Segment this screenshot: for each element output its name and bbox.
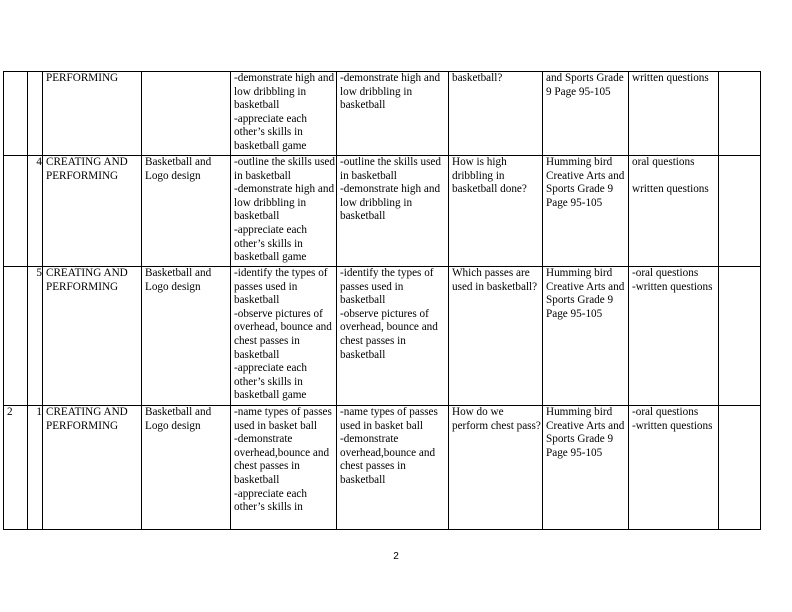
learning-experiences-cell: -outline the skills used in basketball -demonstrate high and low dribbling in basketball: [337, 156, 449, 267]
sub-strand-cell: [142, 72, 231, 156]
week-cell: 2: [4, 406, 28, 530]
sub-strand-cell: Basketball and Logo design: [142, 406, 231, 530]
strand-cell: CREATING AND PERFORMING: [43, 267, 142, 406]
remarks-cell: [719, 267, 761, 406]
key-inquiry-question-cell: How is high dribbling in basketball done?: [449, 156, 543, 267]
sub-strand-cell: Basketball and Logo design: [142, 156, 231, 267]
lesson-cell: 1: [28, 406, 43, 530]
assessment-cell: written questions: [629, 72, 719, 156]
learning-outcomes-cell: -outline the skills used in basketball -demonstrate high and low dribbling in basketball -appreciate each other’s skills in basketball game: [231, 156, 337, 267]
key-inquiry-question-cell: How do we perform chest pass?: [449, 406, 543, 530]
scheme-of-work-table: [3, 71, 761, 530]
page-number: 2: [393, 551, 399, 562]
strand-cell: CREATING AND PERFORMING: [43, 406, 142, 530]
lesson-cell: [28, 72, 43, 156]
assessment-cell: oral questions written questions: [629, 156, 719, 267]
learning-experiences-cell: -name types of passes used in basket ball -demonstrate overhead,bounce and chest passes in basketball: [337, 406, 449, 530]
learning-outcomes-cell: -identify the types of passes used in basketball -observe pictures of overhead, bounce and chest passes in basketball -appreciate each other’s skills in basketball game: [231, 267, 337, 406]
week-cell: [4, 267, 28, 406]
strand-cell: PERFORMING: [43, 72, 142, 156]
key-inquiry-question-cell: basketball?: [449, 72, 543, 156]
assessment-cell: -oral questions -written questions: [629, 406, 719, 530]
table-row: [4, 72, 761, 156]
sub-strand-cell: Basketball and Logo design: [142, 267, 231, 406]
strand-cell: CREATING AND PERFORMING: [43, 156, 142, 267]
learning-resources-cell: Humming bird Creative Arts and Sports Grade 9 Page 95-105: [543, 267, 629, 406]
remarks-cell: [719, 72, 761, 156]
remarks-cell: [719, 406, 761, 530]
key-inquiry-question-cell: Which passes are used in basketball?: [449, 267, 543, 406]
table-row: [4, 406, 761, 530]
lesson-cell: 4: [28, 156, 43, 267]
assessment-cell: -oral questions -written questions: [629, 267, 719, 406]
learning-resources-cell: Humming bird Creative Arts and Sports Grade 9 Page 95-105: [543, 406, 629, 530]
learning-experiences-cell: -demonstrate high and low dribbling in basketball: [337, 72, 449, 156]
learning-experiences-cell: -identify the types of passes used in basketball -observe pictures of overhead, bounce and chest passes in basketball: [337, 267, 449, 406]
learning-resources-cell: and Sports Grade 9 Page 95-105: [543, 72, 629, 156]
learning-outcomes-cell: -name types of passes used in basket ball -demonstrate overhead,bounce and chest passes in basketball -appreciate each other’s skills in: [231, 406, 337, 530]
learning-resources-cell: Humming bird Creative Arts and Sports Grade 9 Page 95-105: [543, 156, 629, 267]
table-row: [4, 156, 761, 267]
learning-outcomes-cell: -demonstrate high and low dribbling in basketball -appreciate each other’s skills in basketball game: [231, 72, 337, 156]
week-cell: [4, 72, 28, 156]
table-row: [4, 267, 761, 406]
week-cell: [4, 156, 28, 267]
remarks-cell: [719, 156, 761, 267]
lesson-cell: 5: [28, 267, 43, 406]
